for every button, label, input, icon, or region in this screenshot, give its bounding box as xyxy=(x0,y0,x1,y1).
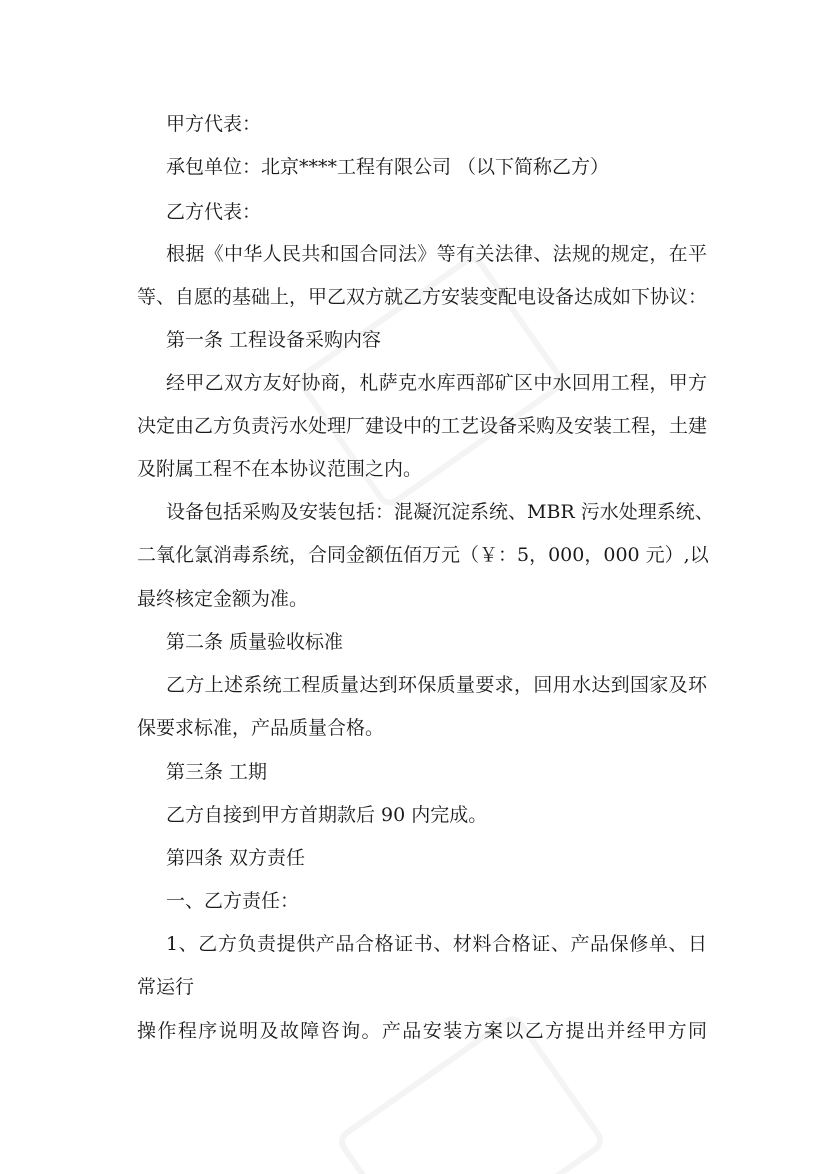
body-line: 最终核定金额为准。 xyxy=(137,588,309,610)
article-4-heading: 第四条 双方责任 xyxy=(166,847,306,869)
body-line: 常运行 xyxy=(137,976,195,998)
body-line: 1、乙方负责提供产品合格证书、材料合格证、产品保修单、日 xyxy=(166,933,707,955)
article-2-heading: 第二条 质量验收标准 xyxy=(166,631,344,653)
body-line: 保要求标准，产品质量合格。 xyxy=(137,717,385,739)
body-line: 及附属工程不在本协议范围之内。 xyxy=(137,458,423,480)
body-line: 乙方自接到甲方首期款后 90 内完成。 xyxy=(166,804,488,826)
body-line: 二氧化氯消毒系统，合同金额伍佰万元（￥：5，000，000 元）,以 xyxy=(137,544,709,566)
section-heading: 一、乙方责任： xyxy=(166,890,300,912)
article-1-heading: 第一条 工程设备采购内容 xyxy=(166,329,382,351)
party-a-representative: 甲方代表： xyxy=(166,113,262,135)
body-line: 设备包括采购及安装包括：混凝沉淀系统、MBR 污水处理系统、 xyxy=(166,501,714,523)
body-line: 乙方上述系统工程质量达到环保质量要求，回用水达到国家及环 xyxy=(166,674,707,696)
party-b-representative: 乙方代表： xyxy=(166,201,262,223)
contractor-line: 承包单位：北京****工程有限公司 （以下简称乙方） xyxy=(166,156,610,178)
body-line: 操作程序说明及故障咨询。产品安装方案以乙方提出并经甲方同 xyxy=(137,1020,707,1042)
body-line: 经甲乙双方友好协商，札萨克水库西部矿区中水回用工程，甲方 xyxy=(166,372,707,394)
body-line: 决定由乙方负责污水处理厂建设中的工艺设备采购及安装工程，土建 xyxy=(137,415,708,437)
article-3-heading: 第三条 工期 xyxy=(166,761,268,783)
body-line: 等、自愿的基础上，甲乙双方就乙方安装变配电设备达成如下协议： xyxy=(137,286,708,308)
body-line: 根据《中华人民共和国合同法》等有关法律、法规的规定，在平 xyxy=(166,243,707,265)
